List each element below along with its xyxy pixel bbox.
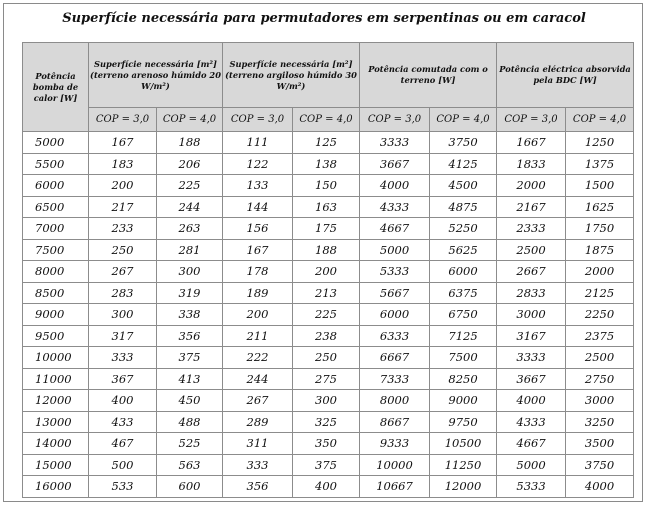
header-superficie-arenoso: Superfície necessária [m²] (terreno arenoso húmido 20 W/m²) (89, 43, 223, 108)
table-cell: 5333 (497, 476, 566, 498)
table-cell: 244 (223, 368, 293, 390)
table-cell: 6333 (360, 325, 430, 347)
table-cell: 9333 (360, 433, 430, 455)
table-cell: 122 (223, 153, 293, 175)
table-cell: 4500 (430, 175, 497, 197)
table-cell: 6000 (430, 261, 497, 283)
table-cell: 156 (223, 218, 293, 240)
table-cell: 8667 (360, 411, 430, 433)
table-cell: 433 (89, 411, 157, 433)
table-cell: 450 (157, 390, 223, 412)
cop-header: COP = 4,0 (566, 108, 634, 132)
cell-potencia: 5000 (23, 132, 89, 154)
table-cell: 300 (293, 390, 360, 412)
table-cell: 2333 (497, 218, 566, 240)
table-cell: 7333 (360, 368, 430, 390)
table-cell: 533 (89, 476, 157, 498)
table-cell: 2500 (566, 347, 634, 369)
table-row (23, 282, 634, 304)
table-cell: 2833 (497, 282, 566, 304)
table-cell: 3667 (497, 368, 566, 390)
table-cell: 7125 (430, 325, 497, 347)
table-cell: 325 (293, 411, 360, 433)
cell-potencia: 6000 (23, 175, 89, 197)
table-row (23, 239, 634, 261)
table-cell: 244 (157, 196, 223, 218)
table-cell: 5667 (360, 282, 430, 304)
table-cell: 6750 (430, 304, 497, 326)
table-row (23, 304, 634, 326)
table-cell: 1250 (566, 132, 634, 154)
table-cell: 233 (89, 218, 157, 240)
table-cell: 1500 (566, 175, 634, 197)
table-cell: 267 (223, 390, 293, 412)
table-cell: 300 (157, 261, 223, 283)
table-row (23, 325, 634, 347)
cop-header: COP = 4,0 (293, 108, 360, 132)
cop-header: COP = 4,0 (157, 108, 223, 132)
cell-potencia: 9500 (23, 325, 89, 347)
table-row (23, 476, 634, 498)
table-cell: 317 (89, 325, 157, 347)
table-cell: 3250 (566, 411, 634, 433)
table-cell: 356 (157, 325, 223, 347)
table-cell: 3500 (566, 433, 634, 455)
table-cell: 2375 (566, 325, 634, 347)
table-row (23, 347, 634, 369)
table-cell: 200 (223, 304, 293, 326)
cell-potencia: 11000 (23, 368, 89, 390)
table-cell: 375 (157, 347, 223, 369)
cop-header: COP = 3,0 (497, 108, 566, 132)
table-cell: 3000 (497, 304, 566, 326)
table-row (23, 153, 634, 175)
cell-potencia: 6500 (23, 196, 89, 218)
table-cell: 1667 (497, 132, 566, 154)
cell-potencia: 7000 (23, 218, 89, 240)
table-cell: 413 (157, 368, 223, 390)
table-cell: 289 (223, 411, 293, 433)
table-cell: 111 (223, 132, 293, 154)
table-cell: 167 (223, 239, 293, 261)
table-cell: 4333 (497, 411, 566, 433)
table-cell: 3667 (360, 153, 430, 175)
table-cell: 4875 (430, 196, 497, 218)
table-body (23, 132, 634, 498)
table-cell: 4667 (360, 218, 430, 240)
table-cell: 2667 (497, 261, 566, 283)
table-row (23, 218, 634, 240)
table-cell: 4000 (360, 175, 430, 197)
table-cell: 283 (89, 282, 157, 304)
cell-potencia: 10000 (23, 347, 89, 369)
table-cell: 6000 (360, 304, 430, 326)
cell-potencia: 9000 (23, 304, 89, 326)
table-cell: 150 (293, 175, 360, 197)
table-cell: 2750 (566, 368, 634, 390)
cell-potencia: 8000 (23, 261, 89, 283)
table-cell: 1875 (566, 239, 634, 261)
table-cell: 9000 (430, 390, 497, 412)
table-cell: 125 (293, 132, 360, 154)
table-cell: 7500 (430, 347, 497, 369)
table-cell: 400 (293, 476, 360, 498)
table-cell: 3333 (360, 132, 430, 154)
table-cell: 2125 (566, 282, 634, 304)
table-cell: 4000 (566, 476, 634, 498)
table-cell: 5250 (430, 218, 497, 240)
header-potencia-bomba: Potência bomba de calor [W] (23, 43, 89, 132)
data-table (22, 42, 634, 498)
table-cell: 500 (89, 454, 157, 476)
table-cell: 189 (223, 282, 293, 304)
cell-potencia: 15000 (23, 454, 89, 476)
header-superficie-argiloso: Superfície necessária [m²] (terreno argiloso húmido 30 W/m²) (223, 43, 360, 108)
table-cell: 9750 (430, 411, 497, 433)
table-cell: 2000 (497, 175, 566, 197)
table-cell: 10000 (360, 454, 430, 476)
table-cell: 488 (157, 411, 223, 433)
table-row (23, 411, 634, 433)
header-potencia-comutada: Potência comutada com o terreno [W] (360, 43, 497, 108)
table-cell: 138 (293, 153, 360, 175)
table-cell: 1833 (497, 153, 566, 175)
table-row (23, 175, 634, 197)
table-cell: 333 (89, 347, 157, 369)
cop-header: COP = 3,0 (360, 108, 430, 132)
table-cell: 267 (89, 261, 157, 283)
table-row (23, 368, 634, 390)
table-cell: 319 (157, 282, 223, 304)
table-row (23, 390, 634, 412)
table-cell: 525 (157, 433, 223, 455)
table-cell: 2000 (566, 261, 634, 283)
table-cell: 375 (293, 454, 360, 476)
table-cell: 5000 (497, 454, 566, 476)
cop-header: COP = 4,0 (430, 108, 497, 132)
table-row (23, 261, 634, 283)
header-potencia-electrica: Potência eléctrica absorvida pela BDC [W] (497, 43, 634, 108)
cell-potencia: 12000 (23, 390, 89, 412)
table-cell: 200 (89, 175, 157, 197)
page-title: Superfície necessária para permutadores em serpentinas ou em caracol (62, 11, 586, 26)
table-cell: 275 (293, 368, 360, 390)
table-cell: 211 (223, 325, 293, 347)
table-cell: 4667 (497, 433, 566, 455)
table-cell: 188 (293, 239, 360, 261)
table-cell: 1625 (566, 196, 634, 218)
table-cell: 183 (89, 153, 157, 175)
cell-potencia: 14000 (23, 433, 89, 455)
table-cell: 213 (293, 282, 360, 304)
table-cell: 300 (89, 304, 157, 326)
table-cell: 6375 (430, 282, 497, 304)
table-cell: 356 (223, 476, 293, 498)
table-row (23, 132, 634, 154)
table-row (23, 454, 634, 476)
table-cell: 12000 (430, 476, 497, 498)
table-cell: 3167 (497, 325, 566, 347)
table-cell: 3750 (566, 454, 634, 476)
table-cell: 1750 (566, 218, 634, 240)
cop-header: COP = 3,0 (89, 108, 157, 132)
table-cell: 4125 (430, 153, 497, 175)
table-cell: 225 (293, 304, 360, 326)
table-cell: 4000 (497, 390, 566, 412)
table-cell: 338 (157, 304, 223, 326)
cell-potencia: 8500 (23, 282, 89, 304)
table-cell: 178 (223, 261, 293, 283)
table-cell: 311 (223, 433, 293, 455)
table-cell: 4333 (360, 196, 430, 218)
table-cell: 144 (223, 196, 293, 218)
table-row (23, 433, 634, 455)
table-cell: 10667 (360, 476, 430, 498)
table-cell: 350 (293, 433, 360, 455)
table-cell: 467 (89, 433, 157, 455)
table-cell: 3000 (566, 390, 634, 412)
table-cell: 8000 (360, 390, 430, 412)
table-cell: 3333 (497, 347, 566, 369)
table-cell: 2250 (566, 304, 634, 326)
table-cell: 263 (157, 218, 223, 240)
table-cell: 8250 (430, 368, 497, 390)
table-cell: 222 (223, 347, 293, 369)
table-cell: 281 (157, 239, 223, 261)
table-cell: 5000 (360, 239, 430, 261)
table-cell: 333 (223, 454, 293, 476)
table-cell: 10500 (430, 433, 497, 455)
table-cell: 238 (293, 325, 360, 347)
table-cell: 600 (157, 476, 223, 498)
table-cell: 175 (293, 218, 360, 240)
table-cell: 5625 (430, 239, 497, 261)
table-cell: 11250 (430, 454, 497, 476)
table-cell: 225 (157, 175, 223, 197)
cell-potencia: 16000 (23, 476, 89, 498)
table-cell: 167 (89, 132, 157, 154)
cell-potencia: 13000 (23, 411, 89, 433)
table-row (23, 196, 634, 218)
cell-potencia: 5500 (23, 153, 89, 175)
table-cell: 2500 (497, 239, 566, 261)
table-cell: 217 (89, 196, 157, 218)
cop-header: COP = 3,0 (223, 108, 293, 132)
table-cell: 200 (293, 261, 360, 283)
table-cell: 250 (89, 239, 157, 261)
table-cell: 563 (157, 454, 223, 476)
table-cell: 2167 (497, 196, 566, 218)
table-frame (3, 3, 643, 502)
table-cell: 250 (293, 347, 360, 369)
table-cell: 6667 (360, 347, 430, 369)
table-cell: 1375 (566, 153, 634, 175)
table-cell: 163 (293, 196, 360, 218)
table-cell: 367 (89, 368, 157, 390)
cell-potencia: 7500 (23, 239, 89, 261)
table-cell: 188 (157, 132, 223, 154)
table-cell: 400 (89, 390, 157, 412)
table-cell: 5333 (360, 261, 430, 283)
table-cell: 206 (157, 153, 223, 175)
table-cell: 3750 (430, 132, 497, 154)
table-cell: 133 (223, 175, 293, 197)
